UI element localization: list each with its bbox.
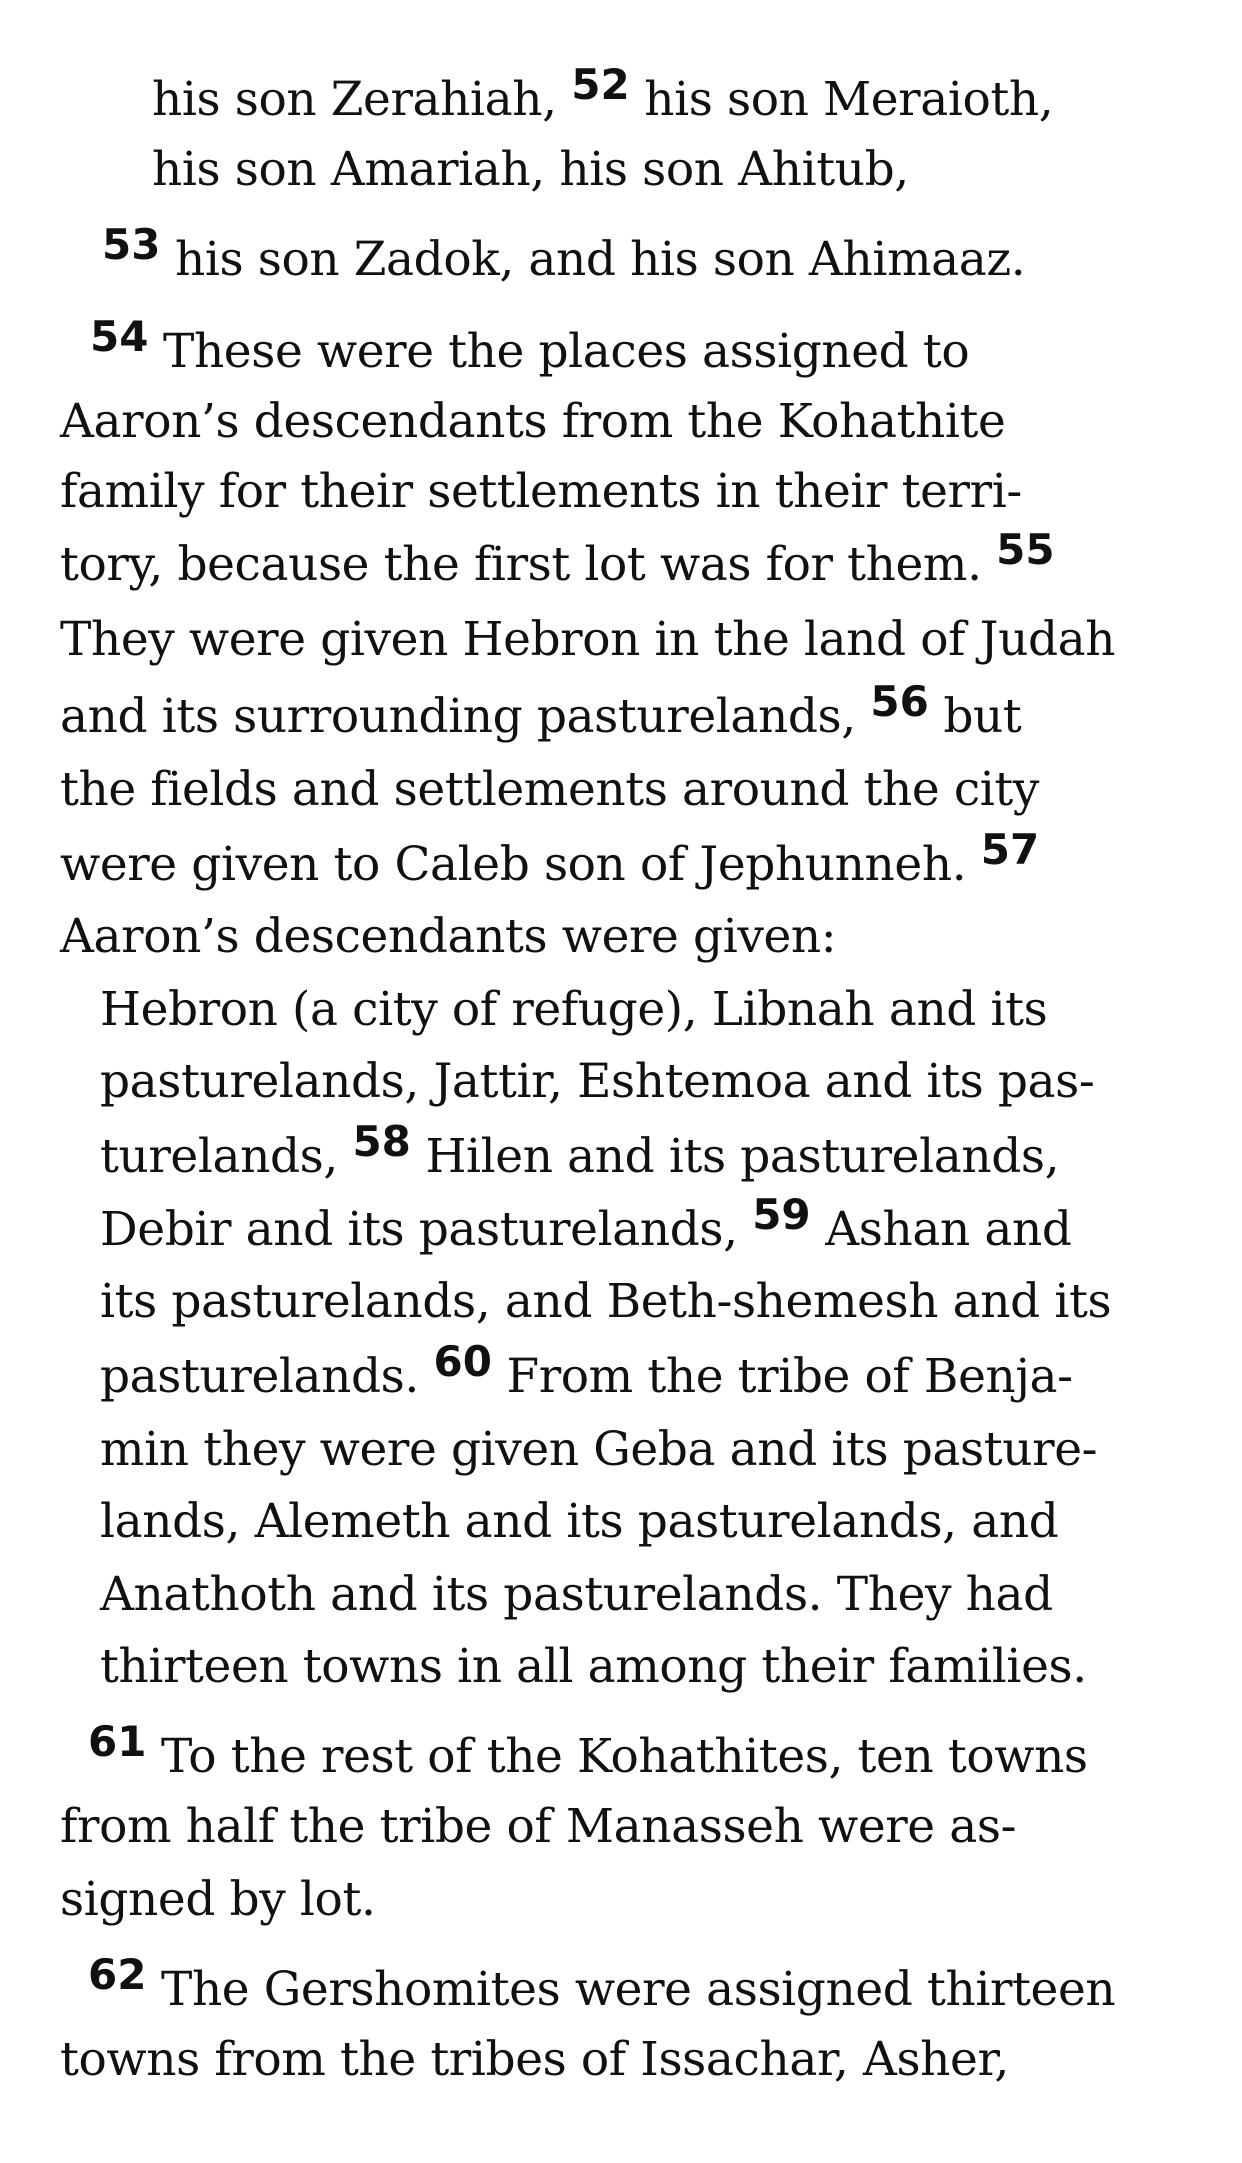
verse-text: To the rest of the Kohathites, ten towns [146,1729,1088,1784]
verse-number: 54 [90,312,149,361]
verse-number: 57 [980,825,1040,874]
verse-text: min they were given Geba and its pasture- [100,1422,1098,1477]
verse-text: Debir and its pasturelands, [100,1202,753,1257]
verse-text: tory, because the first lot was for them. [60,537,997,592]
verse-number: 60 [433,1337,492,1386]
verse-text: its pasturelands, and Beth-shemesh and its [100,1274,1112,1329]
text-line [100,1337,1073,1408]
text-line [100,1117,1060,1188]
text-line [60,2030,1009,2090]
text-line [100,1492,1058,1552]
text-line [102,220,1026,291]
verse-text: pasturelands, Jattir, Eshtemoa and its pas- [100,1054,1095,1109]
text-line [152,140,909,200]
verse-text: towns from the tribes of Issachar, Asher, [60,2032,1009,2087]
text-line [60,760,1039,820]
verse-number: 52 [571,60,630,109]
verse-number: 53 [102,220,161,269]
verse-number: 55 [996,525,1055,574]
verse-number: 58 [352,1117,411,1166]
verse-text: lands, Alemeth and its pasturelands, and [100,1494,1059,1549]
verse-text: from half the tribe of Manasseh were as- [60,1799,1017,1854]
verse-text: and its surrounding pasturelands, [60,689,871,744]
verse-text: pasturelands. [100,1349,434,1404]
text-line [60,392,1005,452]
verse-text: signed by lot. [60,1872,376,1927]
verse-text: These were the places assigned to [148,324,970,379]
text-line [60,677,1022,748]
verse-text: Ashan and [810,1202,1072,1257]
verse-text: They were given Hebron in the land of Judah [60,612,1116,667]
verse-number: 59 [752,1190,811,1239]
text-line [100,1637,1087,1697]
text-line [60,610,1115,670]
text-line [88,1717,1088,1788]
verse-text: the fields and settlements around the city [60,762,1040,817]
text-line [90,312,970,383]
verse-text: his son Zerahiah, [152,72,572,127]
verse-number: 56 [870,677,929,726]
verse-text: were given to Caleb son of Jephunneh. [60,837,981,892]
text-line [100,1272,1111,1332]
verse-number: 61 [88,1717,147,1766]
verse-number: 62 [88,1950,147,1999]
verse-text: From the tribe of Benja- [491,1349,1073,1404]
text-line [152,60,1054,131]
verse-text: his son Meraioth, [629,72,1054,127]
text-line [60,1797,1016,1857]
text-line [60,907,836,967]
text-line [88,1950,1116,2021]
verse-text: his son Zadok, and his son Ahimaaz. [160,232,1026,287]
verse-text: Aaron’s descendants were given: [60,909,837,964]
verse-text: his son Amariah, his son Ahitub, [152,142,909,197]
text-line [60,525,1055,596]
verse-text: The Gershomites were assigned thirteen [146,1962,1116,2017]
verse-text: family for their settlements in their terri- [60,464,1022,519]
text-line [100,1420,1097,1480]
verse-text: Anathoth and its pasturelands. They had [100,1567,1053,1622]
text-line [100,1190,1072,1261]
text-line [60,1870,375,1930]
text-line [100,980,1047,1040]
verse-text: but [928,689,1022,744]
verse-text: turelands, [100,1129,353,1184]
text-line [100,1052,1094,1112]
text-line [60,825,1040,896]
text-line [100,1565,1053,1625]
verse-text: Hebron (a city of refuge), Libnah and its [100,982,1048,1037]
verse-text: Hilen and its pasturelands, [410,1129,1060,1184]
text-line [60,462,1022,522]
verse-text: Aaron’s descendants from the Kohathite [60,394,1006,449]
verse-text: thirteen towns in all among their families. [100,1639,1087,1694]
